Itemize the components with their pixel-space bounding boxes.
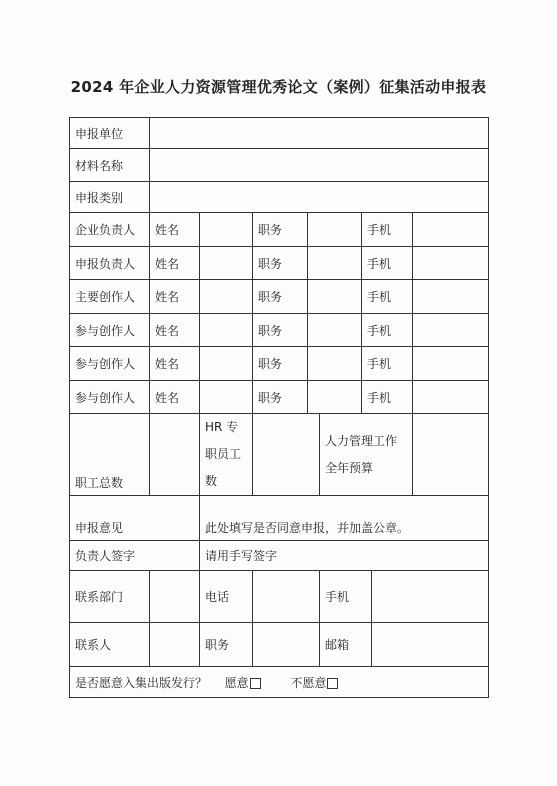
opinion-field[interactable]: 此处填写是否同意申报，并加盖公章。 bbox=[200, 496, 489, 541]
person-row bbox=[70, 247, 489, 280]
contact-mobile-field[interactable] bbox=[372, 571, 489, 623]
staff-row bbox=[70, 414, 489, 496]
unit-label: 申报单位 bbox=[70, 118, 150, 149]
contact-person-field[interactable] bbox=[150, 623, 200, 667]
duty-field[interactable] bbox=[308, 247, 362, 280]
phone-field[interactable] bbox=[413, 381, 489, 414]
unit-row bbox=[70, 118, 489, 149]
material-row bbox=[70, 149, 489, 182]
publish-yes-checkbox[interactable] bbox=[250, 678, 261, 689]
hr-staff-label: HR 专职员工数 bbox=[200, 414, 253, 496]
name-field[interactable] bbox=[200, 213, 253, 247]
publish-cell bbox=[70, 667, 489, 698]
person-role: 参与创作人 bbox=[70, 314, 150, 347]
duty-label: 职务 bbox=[253, 314, 308, 347]
signature-row bbox=[70, 541, 489, 571]
phone-label: 手机 bbox=[362, 381, 413, 414]
hr-budget-label: 人力管理工作全年预算 bbox=[320, 414, 413, 496]
duty-label: 职务 bbox=[253, 280, 308, 314]
phone-label: 手机 bbox=[362, 280, 413, 314]
signature-field[interactable]: 请用手写签字 bbox=[200, 541, 489, 571]
person-role: 参与创作人 bbox=[70, 381, 150, 414]
duty-field[interactable] bbox=[308, 280, 362, 314]
signature-label: 负责人签字 bbox=[70, 541, 200, 571]
name-label: 姓名 bbox=[150, 381, 200, 414]
hr-staff-field[interactable] bbox=[253, 414, 320, 496]
category-label: 申报类别 bbox=[70, 182, 150, 213]
person-row bbox=[70, 280, 489, 314]
duty-field[interactable] bbox=[308, 213, 362, 247]
phone-label: 手机 bbox=[362, 347, 413, 381]
contact-email-label: 邮箱 bbox=[320, 623, 372, 667]
form-title: 2024 年企业人力资源管理优秀论文（案例）征集活动申报表 bbox=[70, 78, 487, 96]
application-form-table bbox=[69, 117, 489, 698]
person-role: 参与创作人 bbox=[70, 347, 150, 381]
material-label: 材料名称 bbox=[70, 149, 150, 182]
phone-field[interactable] bbox=[413, 247, 489, 280]
person-role: 申报负责人 bbox=[70, 247, 150, 280]
contact-tel-label: 电话 bbox=[200, 571, 253, 623]
name-label: 姓名 bbox=[150, 347, 200, 381]
publish-yes-label: 愿意 bbox=[224, 675, 249, 690]
publish-no-label: 不愿意 bbox=[290, 675, 327, 690]
name-field[interactable] bbox=[200, 381, 253, 414]
phone-field[interactable] bbox=[413, 314, 489, 347]
duty-label: 职务 bbox=[253, 347, 308, 381]
name-field[interactable] bbox=[200, 280, 253, 314]
contact-dept-field[interactable] bbox=[150, 571, 200, 623]
staff-total-label: 职工总数 bbox=[70, 414, 150, 496]
person-row bbox=[70, 314, 489, 347]
duty-label: 职务 bbox=[253, 213, 308, 247]
name-label: 姓名 bbox=[150, 247, 200, 280]
category-row bbox=[70, 182, 489, 213]
staff-total-field[interactable] bbox=[150, 414, 200, 496]
category-field[interactable] bbox=[150, 182, 489, 213]
phone-label: 手机 bbox=[362, 314, 413, 347]
contact-mobile-label: 手机 bbox=[320, 571, 372, 623]
name-field[interactable] bbox=[200, 314, 253, 347]
duty-label: 职务 bbox=[253, 247, 308, 280]
name-field[interactable] bbox=[200, 247, 253, 280]
name-label: 姓名 bbox=[150, 314, 200, 347]
contact-person-label: 联系人 bbox=[70, 623, 150, 667]
contact-row-person bbox=[70, 623, 489, 667]
person-role: 主要创作人 bbox=[70, 280, 150, 314]
contact-dept-label: 联系部门 bbox=[70, 571, 150, 623]
phone-field[interactable] bbox=[413, 280, 489, 314]
duty-field[interactable] bbox=[308, 314, 362, 347]
phone-label: 手机 bbox=[362, 247, 413, 280]
material-field[interactable] bbox=[150, 149, 489, 182]
opinion-row bbox=[70, 496, 489, 541]
publish-no-checkbox[interactable] bbox=[327, 678, 338, 689]
publish-row bbox=[70, 667, 489, 698]
name-field[interactable] bbox=[200, 347, 253, 381]
phone-field[interactable] bbox=[413, 347, 489, 381]
contact-email-field[interactable] bbox=[372, 623, 489, 667]
person-role: 企业负责人 bbox=[70, 213, 150, 247]
person-row bbox=[70, 347, 489, 381]
duty-field[interactable] bbox=[308, 381, 362, 414]
publish-question: 是否愿意入集出版发行？ bbox=[75, 675, 208, 690]
hr-budget-field[interactable] bbox=[413, 414, 489, 496]
phone-field[interactable] bbox=[413, 213, 489, 247]
unit-field[interactable] bbox=[150, 118, 489, 149]
contact-row-dept bbox=[70, 571, 489, 623]
name-label: 姓名 bbox=[150, 280, 200, 314]
name-label: 姓名 bbox=[150, 213, 200, 247]
contact-duty-label: 职务 bbox=[200, 623, 253, 667]
phone-label: 手机 bbox=[362, 213, 413, 247]
opinion-label: 申报意见 bbox=[70, 496, 200, 541]
contact-duty-field[interactable] bbox=[253, 623, 320, 667]
duty-label: 职务 bbox=[253, 381, 308, 414]
duty-field[interactable] bbox=[308, 347, 362, 381]
contact-tel-field[interactable] bbox=[253, 571, 320, 623]
person-row bbox=[70, 213, 489, 247]
person-row bbox=[70, 381, 489, 414]
